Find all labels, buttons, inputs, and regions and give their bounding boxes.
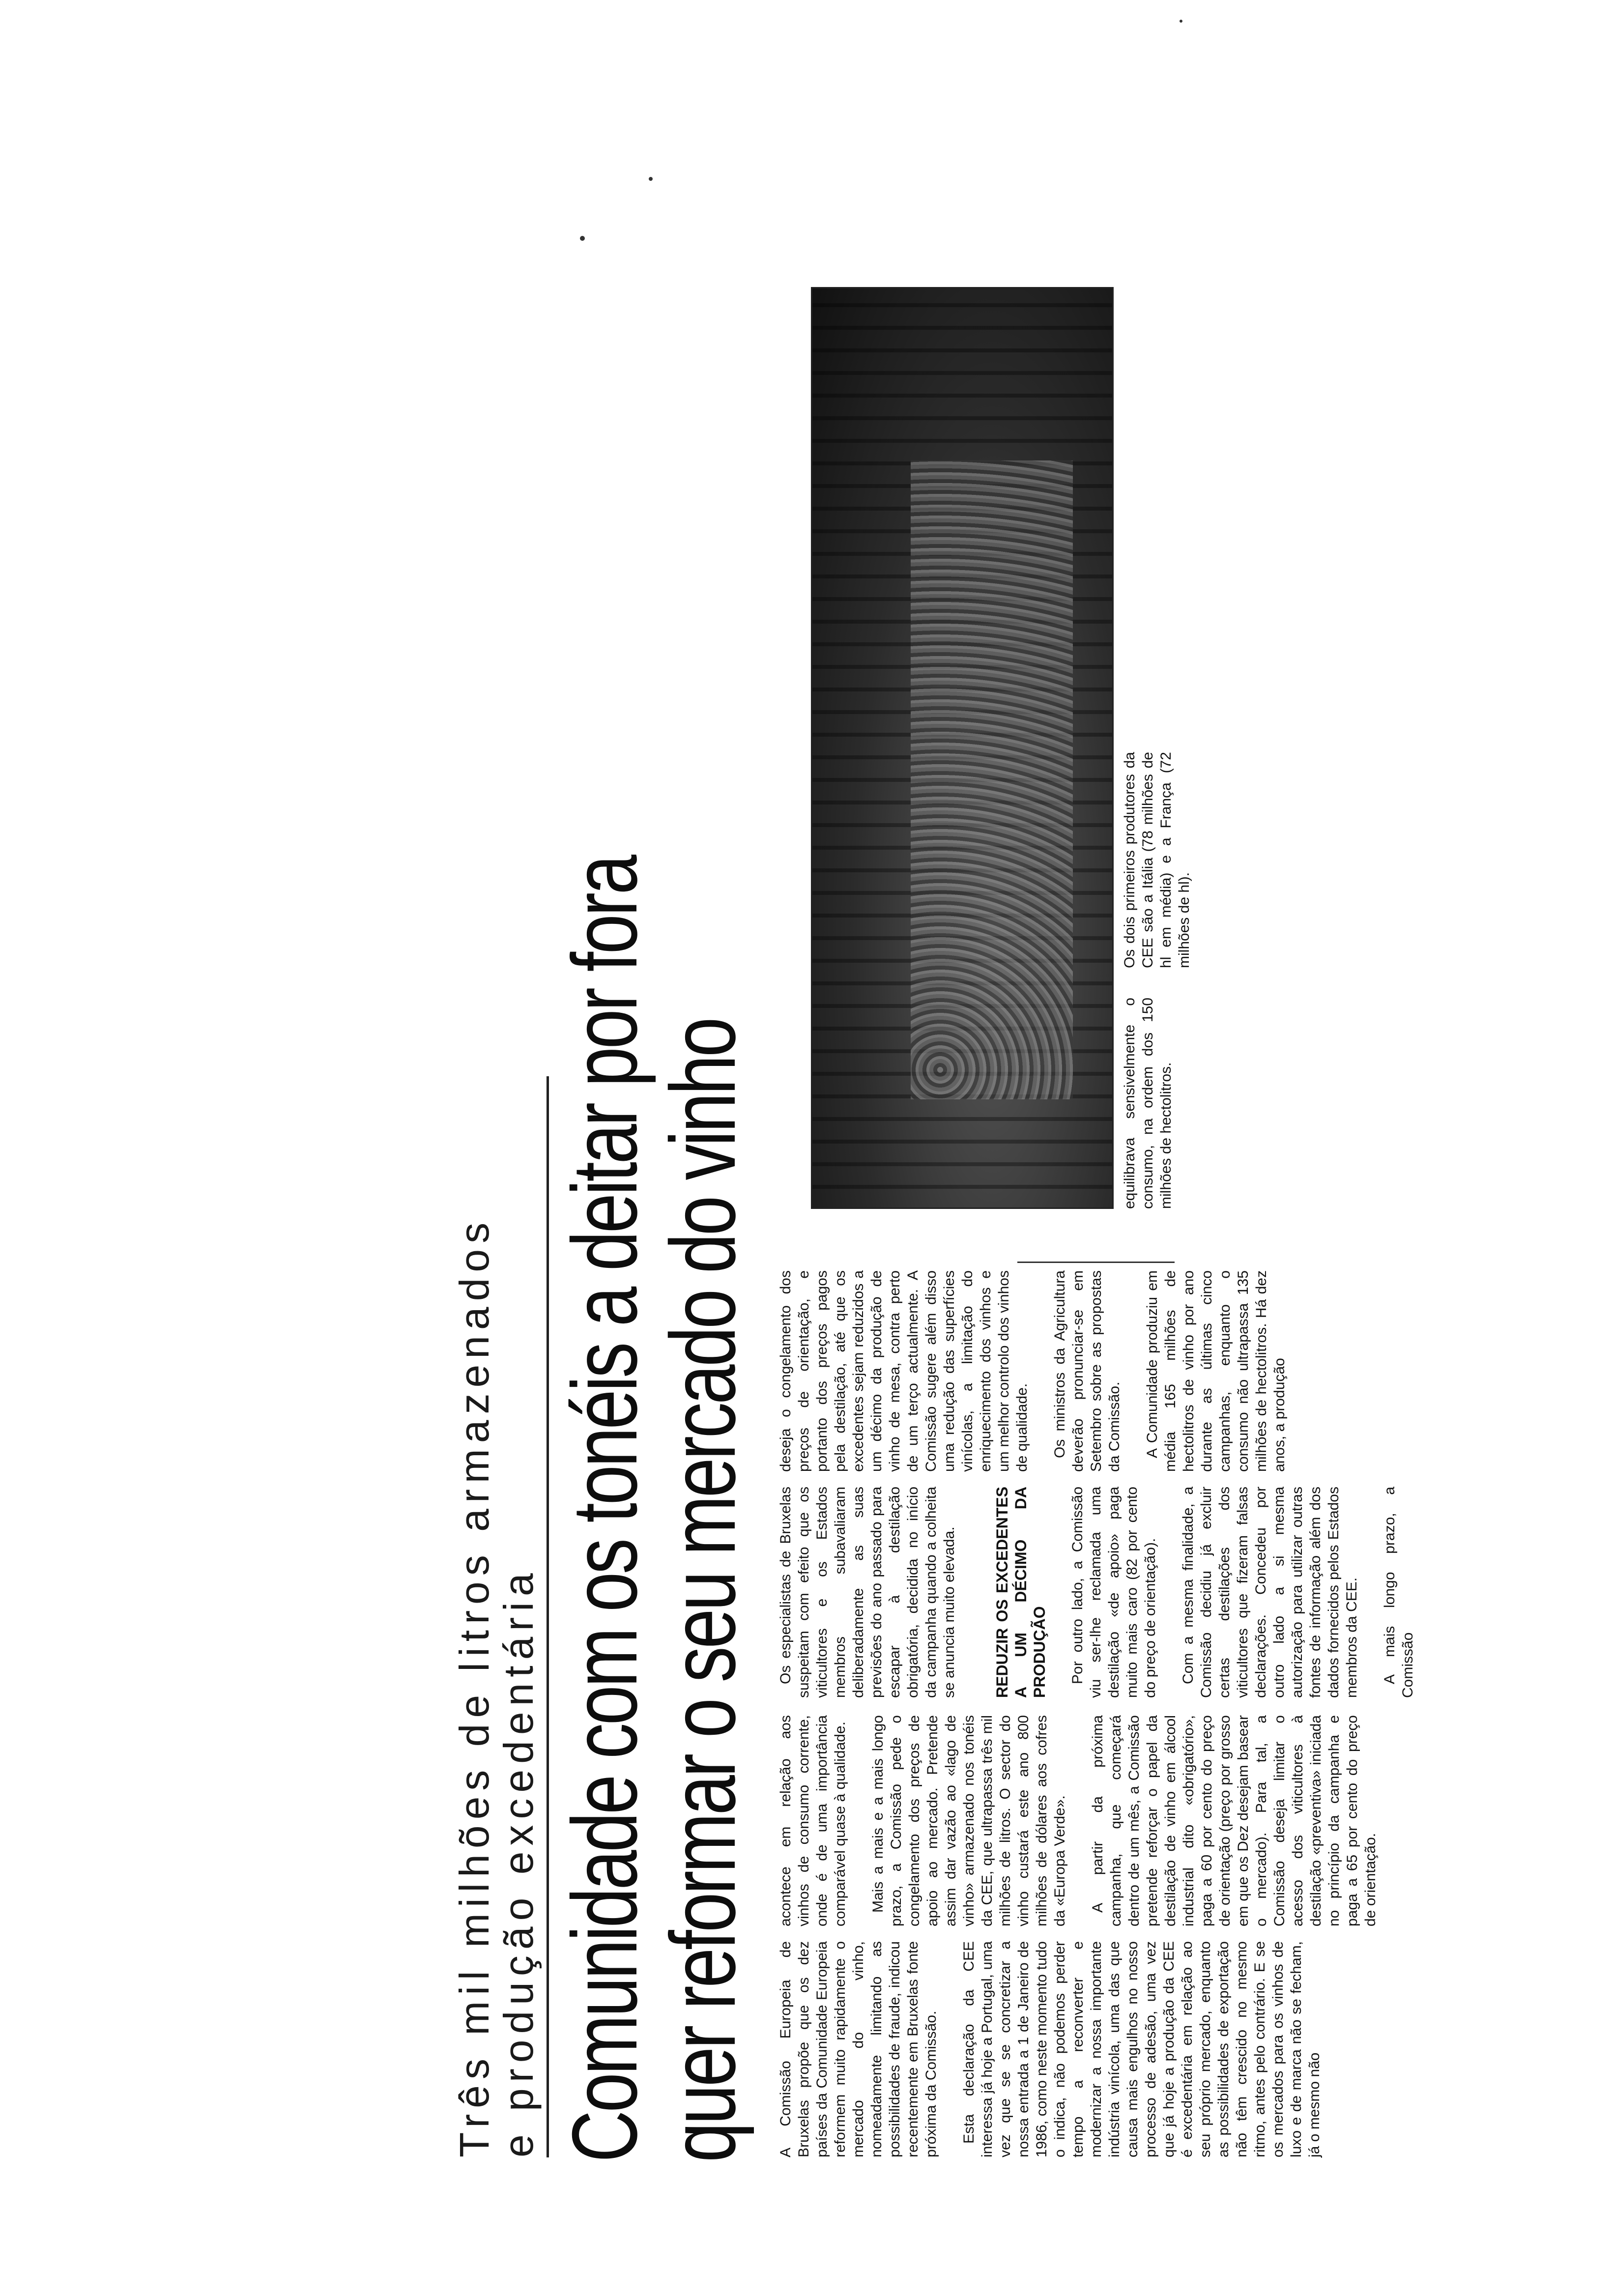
caption-right: Os dois primeiros produtores da CEE são a Itália (78 milhões de hl em média) e a França (72 milhões de hl). <box>1122 752 1192 968</box>
paragraph: A mais longo prazo, a Comissão <box>1382 1487 1416 1698</box>
headline-line-1: Comunidade com os tonéis a deitar por fora <box>553 857 656 2162</box>
wine-cellar-photo <box>811 287 1114 1209</box>
kicker-line-2: e produção excedentária <box>495 1567 542 2157</box>
paragraph: deseja o congelamento dos preços de orientação, e portanto dos preços pagos pela destilação, até que os excedentes sejam reduzidos a um décimo da produção de vinho de mesa, contra perto de um terço actualmente. A Comissão sugere além disso uma redução das superfícies vinícolas, a limitação do enriquecimento dos vinhos e um melhor controlo dos vinhos de qualidade. <box>777 1270 1030 1472</box>
article-column-2 <box>777 1715 1380 1926</box>
paragraph: Os especialistas de Bruxelas suspeitam com efeito que os viticultores e os Estados membros subavaliaram deliberadamente as suas previsões do ano passado para escapar à destilação obrigatória, decidida no início da campanha quando a colheita se anuncia muito elevada. <box>777 1487 957 1698</box>
kicker-rule <box>547 1076 549 2157</box>
article-column-3 <box>777 1487 1417 1698</box>
kicker <box>452 1125 541 2157</box>
paragraph: acontece em relação aos vinhos de consumo corrente, onde é de uma importância comparável quase à qualidade. <box>777 1715 848 1926</box>
paragraph: Os ministros da Agricultura deverão pronunciar-se em Setembro sobre as propostas da Comissão. <box>1052 1270 1123 1472</box>
headline <box>555 687 752 2162</box>
paragraph: A Comunidade produziu em média 165 milhões de hectolitros de vinho por ano durante as últimas cinco campanhas, enquanto o consumo não ultrapassa 135 milhões de hectolitros. Há dez anos, a produção <box>1144 1270 1288 1472</box>
paragraph: Por outro lado, a Comissão viu ser-lhe reclamada uma destilação «de apoio» paga muito mais caro (82 por cento do preço de orientação). <box>1069 1487 1158 1698</box>
scan-speck <box>580 236 585 241</box>
paragraph: Mais a mais e a mais longo prazo, a Comissão pede o congelamento dos preços de apoio ao mercado. Pretende assim dar vazão ao «lago de vinho» armazenado nos tonéis da CEE, que ultrapassa três mil milhões de litros. O sector do vinho custará este ano 800 milhões de dólares aos cofres da «Europa Verde». <box>870 1715 1068 1926</box>
article-column-1 <box>777 1941 1324 2157</box>
article-clipping <box>432 231 1416 2172</box>
column-divider <box>1017 1262 1175 1263</box>
paragraph: A Comissão Europeia de Bruxelas propõe que os dez países da Comunidade Europeia reformem muito rapidamente o mercado do vinho, nomeadamente limitando as possibilidades de fraude, indicou recentemente em Bruxelas fonte próxima da Comissão. <box>777 1941 939 2157</box>
paragraph: Com a mesma finalidade, a Comissão decidiu já excluir certas destilações dos viticultores que fizeram falsas declarações. Concedeu por outro lado a si mesma autorização para utilizar outras fontes de informação além dos dados fornecidos pelos Estados membros da CEE. <box>1180 1487 1360 1698</box>
paragraph: A partir da próxima campanha, que começará dentro de um mês, a Comissão pretende reforçar o papel da destilação de vinho em álcool industrial dito «obrigatório», paga a 60 por cento do preço de orientação (preço por grosso em que os Dez desejam basear o mercado). Para tal, a Comissão deseja limitar o acesso dos viticultores à destilação «preventiva» iniciada no princípio da campanha e paga a 65 por cento do preço de orientação. <box>1090 1715 1379 1926</box>
caption-left: equilibrava sensivelmente o consumo, na ordem dos 150 milhões de hectolitros. <box>1122 998 1174 1209</box>
scan-speck <box>1180 20 1182 23</box>
headline-line-2: quer reformar o seu mercado do vinho <box>651 1019 754 2162</box>
paragraph: Esta declaração da CEE interessa já hoje a Portugal, uma vez que se se concretizar a nossa entrada a 1 de Janeiro de 1986, como neste momento tudo o indica, não podemos perder tempo a reconverter e modernizar a nossa importante indústria vinícola, uma das que causa mais engulhos no nosso processo de adesão, uma vez que já hoje a produção da CEE é excedentária em relação ao seu próprio mercado, enquanto as possibilidades de exportação não têm crescido no mesmo ritmo, antes pelo contrário. E se os mercados para os vinhos de luxo e de marca não se fecham, já o mesmo não <box>961 1941 1323 2157</box>
barrels-image <box>911 460 1073 1099</box>
scan-speck <box>649 177 653 181</box>
article-column-4 <box>777 1270 1289 1472</box>
section-subhead: REDUZIR OS EXCEDENTES A UM DÉCIMO DA PRODUÇÃO <box>993 1487 1048 1698</box>
kicker-line-1: Três mil milhões de litros armazenados <box>451 1216 497 2157</box>
